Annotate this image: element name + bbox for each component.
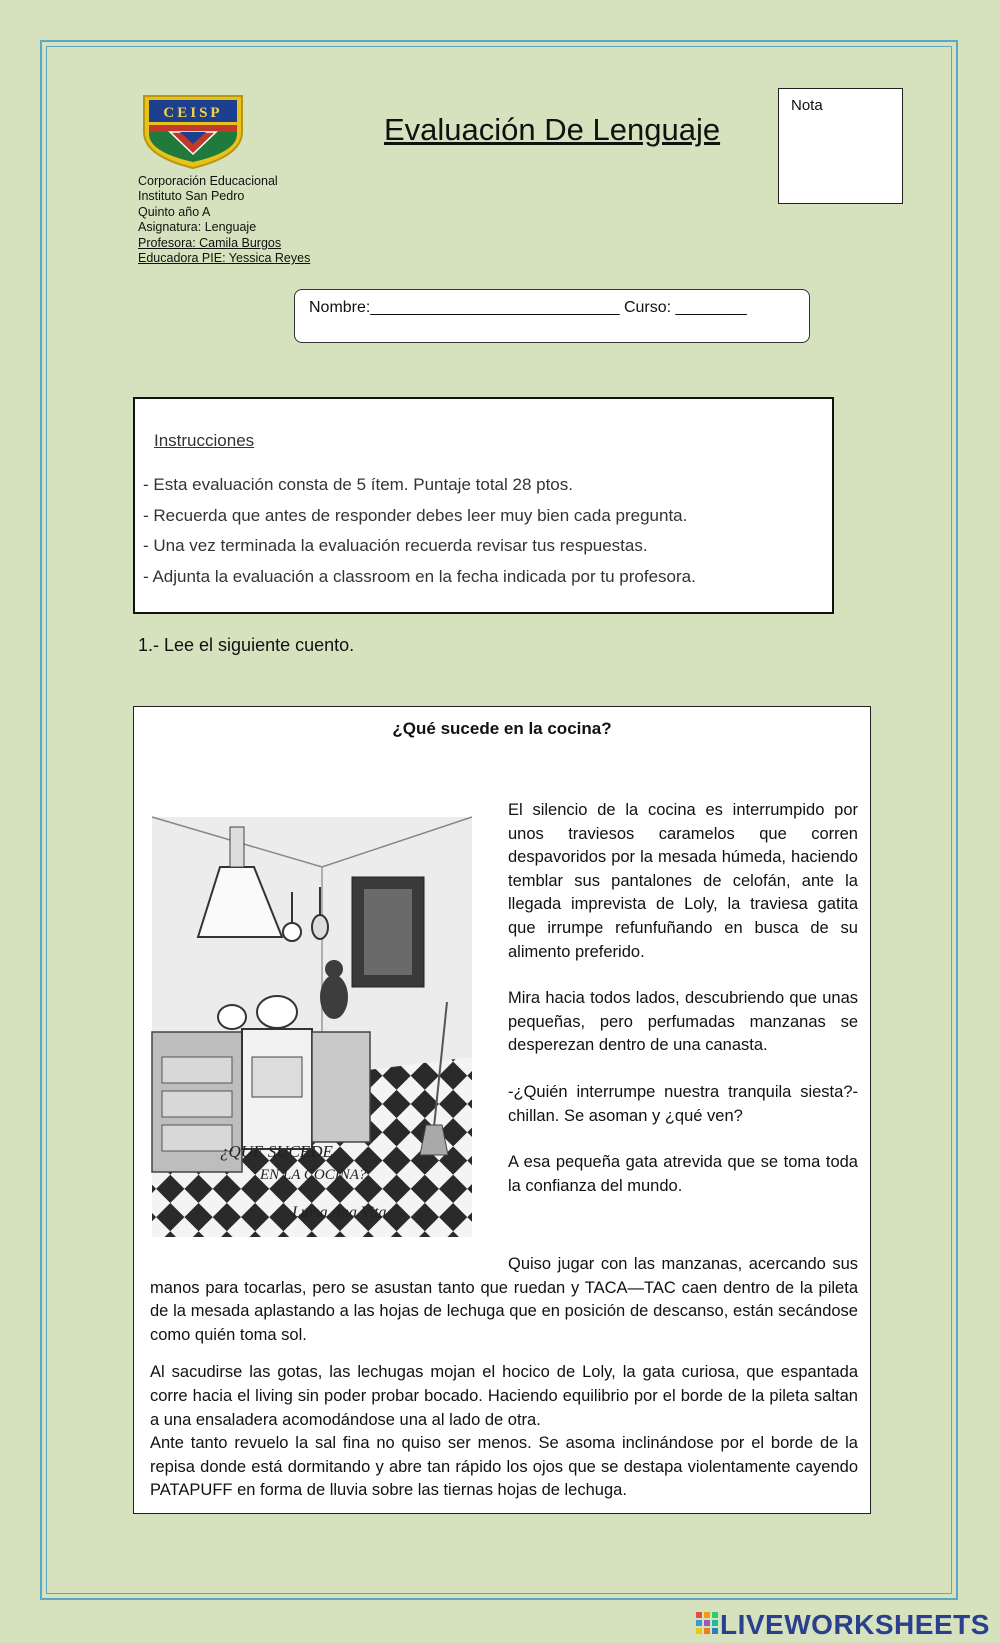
grade-box[interactable] [778, 88, 903, 204]
story-column-text [508, 799, 858, 1221]
liveworksheets-brand: LIVEWORKSHEETS [720, 1609, 990, 1640]
page-title: Evaluación De Lenguaje [384, 112, 721, 147]
name-course-label: Nombre:____________________________ Curso: ________ [309, 299, 747, 316]
illustration-caption-line2: EN LA COCINA? [260, 1167, 367, 1183]
story-paragraph: El silencio de la cocina es interrumpido por unos traviesos caramelos que corren despavoridos por la mesada húmeda, haciendo temblar sus pantalones de celofán, ante la llegada imprevista de Loly, la traviesa gatita que irrumpe refunfuñando en busca de su alimento preferido. [508, 801, 858, 961]
story-paragraph: Quiso jugar con las manzanas, acercando sus manos para tocarlas, pero se asustan tanto que ruedan y TACA—TAC caen dentro de la pileta de la mesada aplastando a las hojas de lechuga que en posición de descanso, están secándose como quién toma sol. [150, 1255, 858, 1344]
story-box [133, 706, 871, 1514]
story-full-text [150, 1253, 858, 1503]
instructions-box [133, 397, 834, 614]
instructions-list [143, 470, 696, 592]
liveworksheets-icon [696, 1612, 718, 1638]
school-info-line: Quinto año A [138, 204, 211, 219]
instruction-item: - Recuerda que antes de responder debes leer muy bien cada pregunta. [143, 505, 688, 525]
story-paragraph: -¿Quién interrumpe nuestra tranquila siesta?- chillan. Se asoman y ¿qué ven? [508, 1082, 858, 1125]
kitchen-illustration [142, 807, 482, 1257]
grade-label: Nota [791, 97, 823, 114]
school-info-line: Asignatura: Lenguaje [138, 220, 257, 235]
school-info-line: Corporación Educacional [138, 174, 278, 188]
illustration-caption-line1: ¿QUE SUCEDE [220, 1142, 333, 1161]
question-1-prompt: 1.- Lee el siguiente cuento. [138, 635, 355, 655]
school-info-line: Instituto San Pedro [138, 189, 245, 204]
story-paragraph: Mira hacia todos lados, descubriendo que unas pequeñas, pero perfumadas manzanas se desperezan dentro de una canasta. [508, 989, 858, 1055]
instruction-item: - Una vez terminada la evaluación recuerda revisar tus respuestas. [143, 536, 648, 555]
story-paragraph: Ante tanto revuelo la sal fina no quiso ser menos. Se asoma inclinándose por el borde de la repisa donde está dormitando y abre tan rápido los ojos que se destapa violentamente cayendo PATAPUFF en forma de lluvia sobre las tiernas hojas de lechuga. [150, 1434, 858, 1500]
instruction-item: - Adjunta la evaluación a classroom en la fecha indicada por tu profesora. [143, 566, 696, 586]
school-info [138, 174, 310, 266]
story-title: ¿Qué sucede en la cocina? [392, 719, 612, 738]
illustration-author: Luisa Ana Vita [292, 1204, 387, 1221]
pie-educator-line: Educadora PIE: Yessica Reyes [138, 251, 311, 266]
teacher-line: Profesora: Camila Burgos [138, 235, 282, 250]
instruction-item: - Esta evaluación consta de 5 ítem. Puntaje total 28 ptos. [143, 475, 573, 494]
liveworksheets-logo[interactable] [696, 1610, 990, 1640]
story-paragraph: Al sacudirse las gotas, las lechugas mojan el hocico de Loly, la gata curiosa, que espantada corre hacia el living sin poder probar bocado. Haciendo equilibrio por el borde de la pileta saltan a una ensaladera acomodándose una al lado de otra. [150, 1363, 858, 1429]
instructions-title: Instrucciones [154, 431, 255, 450]
name-course-field[interactable] [294, 289, 810, 343]
school-logo [140, 92, 246, 170]
logo-text: CEISP [163, 105, 223, 121]
story-paragraph: A esa pequeña gata atrevida que se toma toda la confianza del mundo. [508, 1153, 858, 1195]
